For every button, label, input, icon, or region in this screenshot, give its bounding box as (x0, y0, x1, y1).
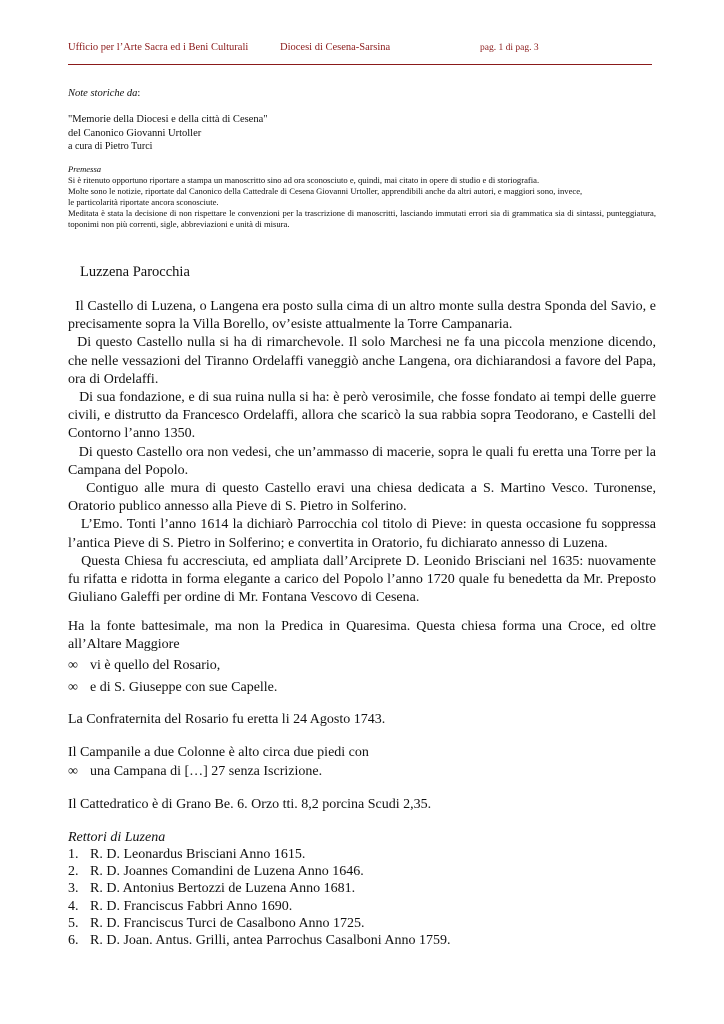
premessa-title: Premessa (68, 164, 102, 174)
list-item-text: R. D. Antonius Bertozzi de Luzena Anno 1681. (90, 881, 356, 897)
history-text (68, 298, 660, 607)
paragraph-chiesa: Contiguo alle mura di questo Castello eravi una chiesa dedicata a S. Martino Vesco. Turonense, Oratorio publico annesso alla Pieve di S. Pietro in Solferino. (68, 481, 660, 515)
premessa-line-3: le particolarità riportate ancora sconosciute. (68, 197, 219, 207)
list-item-number: 1. (68, 847, 79, 862)
rettori-list (68, 846, 450, 949)
altare-item-1 (68, 657, 220, 675)
paragraph-marchesi: Di questo Castello nulla si ha di rimarchevole. Il solo Marchesi ne fa una piccola menzione dicendo, che nelle vessazioni del Tiranno Ordelaffi vaneggiò anche Langena, ora dichiarandosi a favore del Papa, ora di Ordelaffi. (68, 335, 660, 387)
fonte-paragraph (68, 618, 656, 654)
infinity-bullet-icon: ∞ (68, 658, 78, 673)
source-label-colon: : (137, 88, 141, 99)
paragraph-fondazione: Di sua fondazione, e di sua ruina nulla si ha: è però verosimile, che fosse fondato ai tempi delle guerre civili, e distrutto da Francesco Ordelaffi, allora che scaricò la sua rabbia sopra Teodorano, e Castelli del Contorno l’anno 1350. (68, 390, 660, 442)
list-item-number: 3. (68, 881, 79, 897)
header-diocese: Diocesi di Cesena-Sarsina (280, 42, 391, 53)
confraternita-text: La Confraternita del Rosario fu eretta li 24 Agosto 1743. (68, 712, 386, 727)
campana-item (68, 763, 322, 781)
campana-text: una Campana di […] 27 senza Iscrizione. (90, 764, 323, 779)
list-item (68, 880, 450, 897)
list-item-number: 4. (68, 898, 79, 914)
list-item (68, 898, 450, 915)
list-item (68, 863, 450, 880)
source-author: del Canonico Giovanni Urtoller (68, 128, 202, 139)
premessa-line-1: Si è ritenuto opportuno riportare a stampa un manoscritto sino ad ora sconosciuto e, quindi, mai citato in opere di studio e di storiografia. (68, 175, 540, 185)
list-item-text: R. D. Leonardus Brisciani Anno 1615. (90, 847, 306, 862)
page-title: Luzzena Parocchia (80, 264, 190, 280)
source-editor: a cura di Pietro Turci (68, 141, 153, 152)
paragraph-accresciuta: Questa Chiesa fu accresciuta, ed ampliata dall’Arciprete D. Leonido Brisciani nel 1635: nuovamente fu rifatta e ridotta in forma elegante a carico del Popolo l’anno 1720 quale fu benedetta da Mr. Preposto Giuliano Galeffi per ordine di Mr. Fontana Vescovo di Cesena. (68, 553, 660, 606)
premessa-line-2: Molte sono le notizie, riportate dal Canonico della Cattedrale di Cesena Giovanni Urtoller, apprendibili anche da altri autori, e maggiori sono, invece, (68, 186, 583, 196)
list-item-number: 2. (68, 864, 79, 880)
paragraph-tonti: L’Emo. Tonti l’anno 1614 la dichiarò Parrocchia col titolo di Pieve: in questa occasione fu soppressa l’antica Pieve di S. Pietro in Solferino; e convertita in Oratorio, fu dichiarato annesso di Luzena. (68, 517, 660, 551)
source-label-line (68, 88, 140, 100)
list-item-number: 6. (68, 933, 79, 949)
header-office: Ufficio per l’Arte Sacra ed i Beni Culturali (68, 42, 249, 53)
campanile-text: Il Campanile a due Colonne è alto circa due piedi con (68, 745, 369, 760)
header-page-number: pag. 1 di pag. 3 (480, 43, 539, 53)
paragraph-castello: Il Castello di Luzena, o Langena era posto sulla cima di un altro monte sulla destra Sponda del Savio, e precisamente sopra la Villa Borello, ov’esiste attualmente la Torre Campanaria. (68, 299, 660, 333)
infinity-bullet-icon: ∞ (68, 680, 78, 695)
list-item (68, 932, 450, 949)
rettori-title: Rettori di Luzena (68, 830, 166, 845)
infinity-bullet-icon: ∞ (68, 764, 78, 779)
fonte-text: Ha la fonte battesimale, ma non la Predica in Quaresima. Questa chiesa forma una Croce, ed oltre all’Altare Maggiore (68, 619, 656, 653)
paragraph-macerie: Di questo Castello ora non vedesi, che un’ammasso di macerie, sopra le quali fu eretta una Torre per la Campana del Popolo. (68, 444, 660, 478)
list-item-text: R. D. Joannes Comandini de Luzena Anno 1646. (90, 864, 364, 880)
list-item-number: 5. (68, 915, 79, 931)
list-item-text: R. D. Joan. Antus. Grilli, antea Parrochus Casalboni Anno 1759. (90, 933, 451, 949)
altare-text-2: e di S. Giuseppe con sue Capelle. (90, 680, 278, 695)
altare-item-2 (68, 679, 277, 697)
list-item-text: R. D. Franciscus Turci de Casalbono Anno 1725. (90, 915, 365, 931)
altare-text-1: vi è quello del Rosario, (90, 658, 221, 673)
list-item-text: R. D. Franciscus Fabbri Anno 1690. (90, 898, 293, 914)
header-rule (68, 64, 652, 65)
cattedratico-text: Il Cattedratico è di Grano Be. 6. Orzo tti. 8,2 porcina Scudi 2,35. (68, 797, 432, 812)
source-work: "Memorie della Diocesi e della città di Cesena" (68, 114, 268, 125)
source-label: Note storiche da (68, 88, 138, 99)
list-item (68, 915, 450, 932)
list-item (68, 846, 450, 863)
premessa-note: Meditata è stata la decisione di non rispettare le convenzioni per la trascrizione di manoscritti, lasciando immutati errori sia di grammatica sia di sintassi, punteggiatura, toponimi non più correnti, sigle, abbreviazioni e unità di misura. (68, 208, 656, 229)
